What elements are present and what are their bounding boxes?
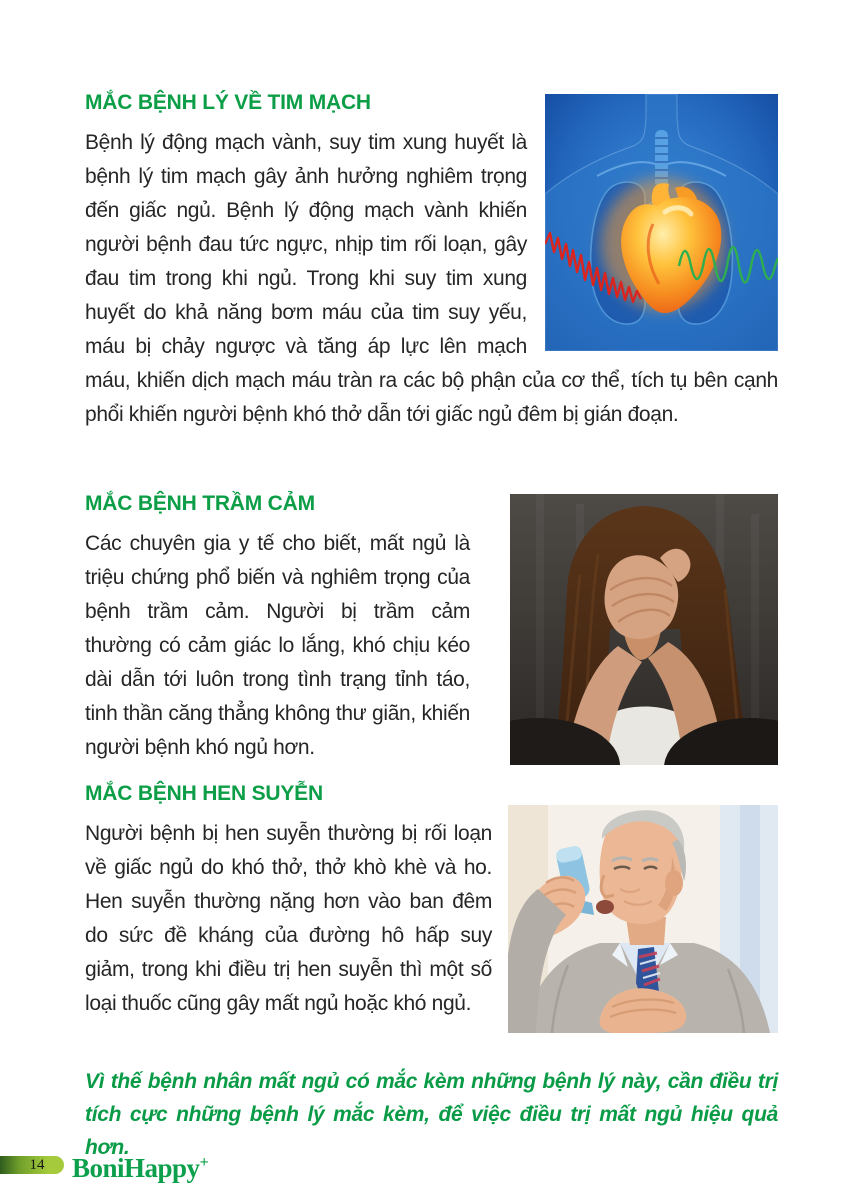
section-depression: [85, 489, 778, 779]
ear-shape: [665, 870, 683, 896]
section-heading-asthma: MẮC BỆNH HEN SUYỄN: [85, 782, 323, 805]
depression-photo-svg: [510, 494, 778, 765]
cardio-illustration-svg: [545, 94, 778, 351]
depressed-woman-photo: [510, 494, 778, 765]
asthma-photo-svg: [508, 805, 778, 1033]
mouth-shape: [596, 900, 614, 914]
section-heading-cardio: MẮC BỆNH LÝ VỀ TIM MẠCH: [85, 91, 371, 114]
heart-lungs-ecg-illustration: [545, 94, 778, 351]
section-cardiovascular: [85, 88, 778, 489]
section-heading-depression: MẮC BỆNH TRẦM CẢM: [85, 492, 315, 515]
section-asthma: [85, 779, 778, 1061]
brand-plus: +: [199, 1154, 209, 1171]
page-number: 14: [29, 1157, 45, 1173]
brand-name: BoniHappy: [72, 1153, 200, 1183]
page-number-pill: [0, 1156, 64, 1174]
conclusion-note: Vì thế bệnh nhân mất ngủ có mắc kèm những bệnh lý này, cần điều trị tích cực những bệnh lý mắc kèm, để việc điều trị mất ngủ hiệu quả hơn.: [85, 1070, 778, 1159]
section-body-asthma: Người bệnh bị hen suyễn thường bị rối loạn về giấc ngủ do khó thở, thở khò khè và ho. Hen suyễn thường nặng hơn vào ban đêm do sức đề kháng của đường hô hấp suy giảm, trong khi điều trị hen suyễn thì một số loại thuốc cũng gây mất ngủ hoặc khó ngủ.: [85, 822, 492, 1015]
section-body-depression: Các chuyên gia y tế cho biết, mất ngủ là triệu chứng phổ biến và nghiêm trọng của bệnh trầm cảm. Người bị trầm cảm thường có cảm giác lo lắng, khó chịu kéo dài dẫn tới luôn trong tình trạng tỉnh táo, tinh thần căng thẳng không thư giãn, khiến người bệnh khó ngủ hơn.: [85, 532, 470, 759]
elderly-man-inhaler-photo: [508, 805, 778, 1033]
section-body-cardio: Bệnh lý động mạch vành, suy tim xung huyết là bệnh lý tim mạch gây ảnh hưởng nghiêm trọng đến giấc ngủ. Bệnh lý động mạch vành khiến người bệnh đau tức ngực, nhịp tim rối loạn, gây đau tim trong khi ngủ. Trong khi suy tim xung huyết do khả năng bơm máu của tim suy yếu, máu bị chảy ngược và tăng áp lực lên mạch máu, khiến dịch mạch máu tràn ra các bộ phận của cơ thể, tích tụ bên cạnh phổi khiến người bệnh khó thở dẫn tới giấc ngủ đêm bị gián đoạn.: [85, 131, 778, 426]
brand-logo: [72, 1148, 208, 1183]
